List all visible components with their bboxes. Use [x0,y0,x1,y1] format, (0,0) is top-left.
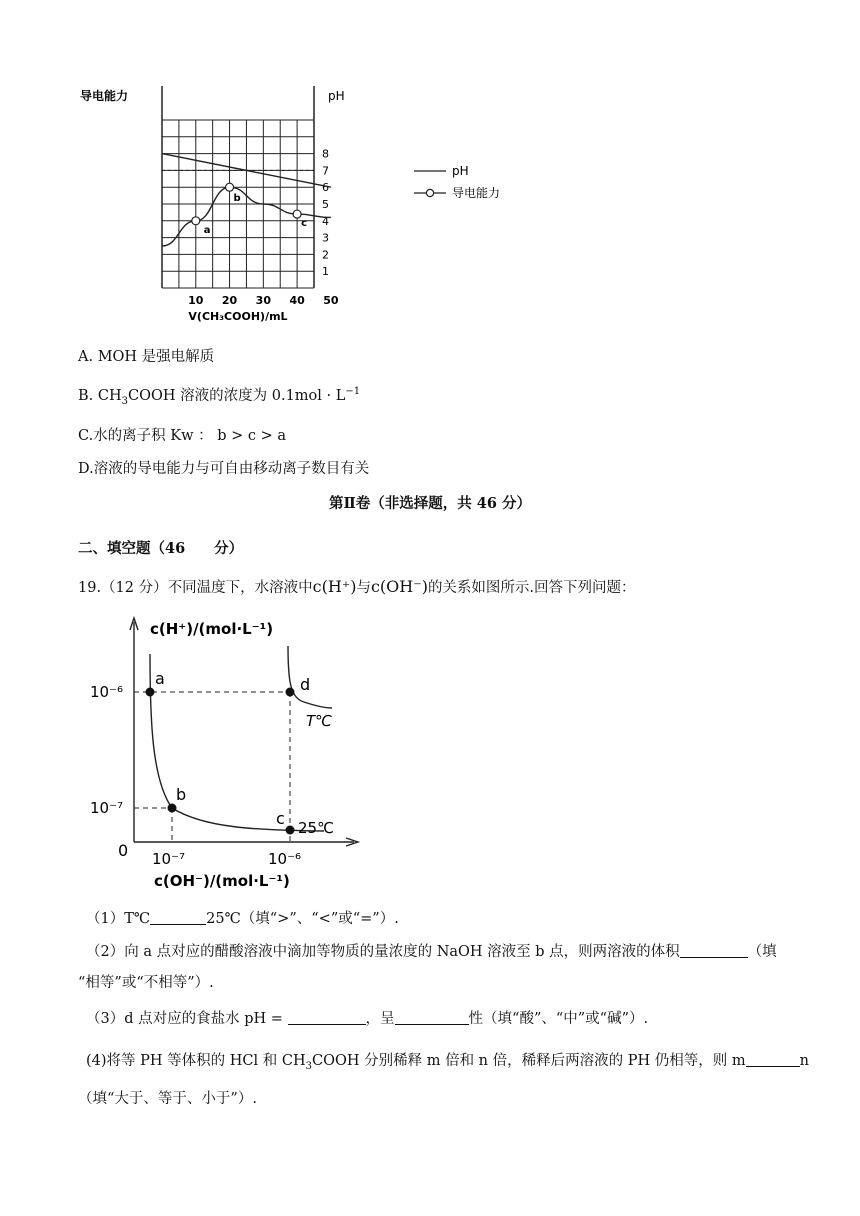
point-d [286,688,295,697]
curve-25c [150,654,324,831]
point-a [192,217,200,225]
point-label-d: d [300,675,311,694]
option-b-pre: B. CH [78,388,122,404]
point-label-c: c [276,809,285,828]
x-tick: 30 [255,294,271,307]
x-tick: 20 [221,294,238,307]
x-tick: 10 [188,294,204,307]
point-label-a: a [203,224,211,236]
chart1-legend [414,163,544,207]
q19-c-oh: c(OH⁻) [370,577,428,596]
q19-sub1 [86,907,399,928]
y-tick-right: 2 [322,248,329,262]
point-label-b: b [233,193,241,205]
legend-ph-label: pH [452,164,469,178]
q19-sub1-pre: （1）T℃ [86,911,151,927]
point-c [286,826,295,835]
q19-sub2-blank [680,943,748,958]
point-label-b: b [176,785,187,804]
point-label-a: a [155,669,165,688]
q19-sub2-post: （填 [747,944,777,960]
q19-c-h: c(H⁺) [312,577,357,596]
y-tick-right: 3 [322,231,329,245]
water-ion-product-chart [84,610,374,898]
q19-sub2-line2: “相等”或“不相等”）. [78,975,214,991]
q19-stem-pre: 19.（12 分）不同温度下，水溶液中 [78,580,313,596]
point-a [146,688,155,697]
y-tick-1e-6: 10⁻⁶ [90,683,124,701]
q19-sub4 [86,1049,809,1072]
point-c [293,210,301,218]
x-axis-label: V(CH₃COOH)/mL [188,310,288,323]
q19-sub4-post: n [799,1053,809,1069]
legend-conductivity-label: 导电能力 [452,186,501,200]
x-tick-1e-6: 10⁻⁶ [268,850,302,868]
option-b [78,384,360,407]
q19-sub3-pre: （3）d 点对应的食盐水 pH = [86,1011,283,1027]
x-tick: 40 [289,294,305,307]
x-axis-label: c(OH⁻)/(mol·L⁻¹) [154,872,290,890]
y-tick-1e-7: 10⁻⁷ [90,799,124,817]
q19-sub3-blank-type [395,1010,469,1025]
section-2-title: 第Ⅱ卷（非选择题，共 46 分） [329,495,531,512]
q19-sub2 [86,940,777,961]
x-tick: 50 [323,294,339,307]
series-label-t: T℃ [306,712,333,730]
chart1-legend-marks [414,163,544,207]
point-label-c: c [301,218,308,230]
q19-sub3-post: 性（填“酸”、“中”或“碱”）. [468,1011,649,1027]
q19-sub2-pre: （2）向 a 点对应的醋酸溶液中滴加等物质的量浓度的 NaOH 溶液至 b 点，则两溶液的体积 [86,944,680,960]
option-b-post: COOH 溶液的浓度为 0.1mol · L [128,388,346,404]
y-tick-right: 4 [322,214,329,228]
option-b-sup: −1 [345,386,361,398]
q19-stem-mid: 与 [356,580,371,596]
conductivity-ph-chart [70,78,390,328]
y-tick-right: 7 [322,164,329,178]
q19-stem-post: 的关系如图所示.回答下列问题： [427,580,636,596]
q19-sub1-blank [150,910,206,925]
q19-sub1-post: 25℃（填“>”、“<”或“=”）. [206,911,399,927]
q19-sub3-mid: ，呈 [365,1011,395,1027]
y-axis-right-label: pH [328,89,345,103]
series-label-25c: 25℃ [298,819,334,837]
y-tick-right: 5 [322,198,329,211]
option-a: A. MOH 是强电解质 [78,349,215,365]
x-tick-1e-7: 10⁻⁷ [152,850,186,868]
point-b [168,804,177,813]
q19-sub3 [86,1007,648,1028]
point-b [226,183,234,191]
y-tick-right: 8 [322,147,329,161]
q19-stem [78,576,636,597]
legend-conductivity-marker [426,189,433,196]
y-axis-label: c(H⁺)/(mol·L⁻¹) [150,620,274,638]
option-d: D.溶液的导电能力与可自由移动离子数目有关 [78,461,370,477]
q19-sub4-line2: （填“大于、等于、小于”）. [78,1091,257,1107]
q19-sub4-blank [746,1052,800,1067]
q19-sub4-mid: COOH 分别稀释 m 倍和 n 倍，稀释后两溶液的 PH 仍相等，则 m [311,1053,746,1069]
y-tick-right: 6 [322,181,329,195]
y-tick-right: 1 [322,265,329,279]
q19-sub4-pre: (4)将等 PH 等体积的 HCl 和 CH [86,1053,306,1069]
part-2-title: 二、填空题（46 分） [78,540,244,557]
option-c: C.水的离子积 Kw ： b > c > a [78,428,287,444]
q19-sub4-sub: 3 [305,1060,312,1072]
option-b-sub: 3 [121,395,128,407]
origin-label: 0 [118,841,129,860]
q19-sub3-blank-ph [288,1010,366,1025]
y-axis-left-label: 导电能力 [80,89,129,103]
